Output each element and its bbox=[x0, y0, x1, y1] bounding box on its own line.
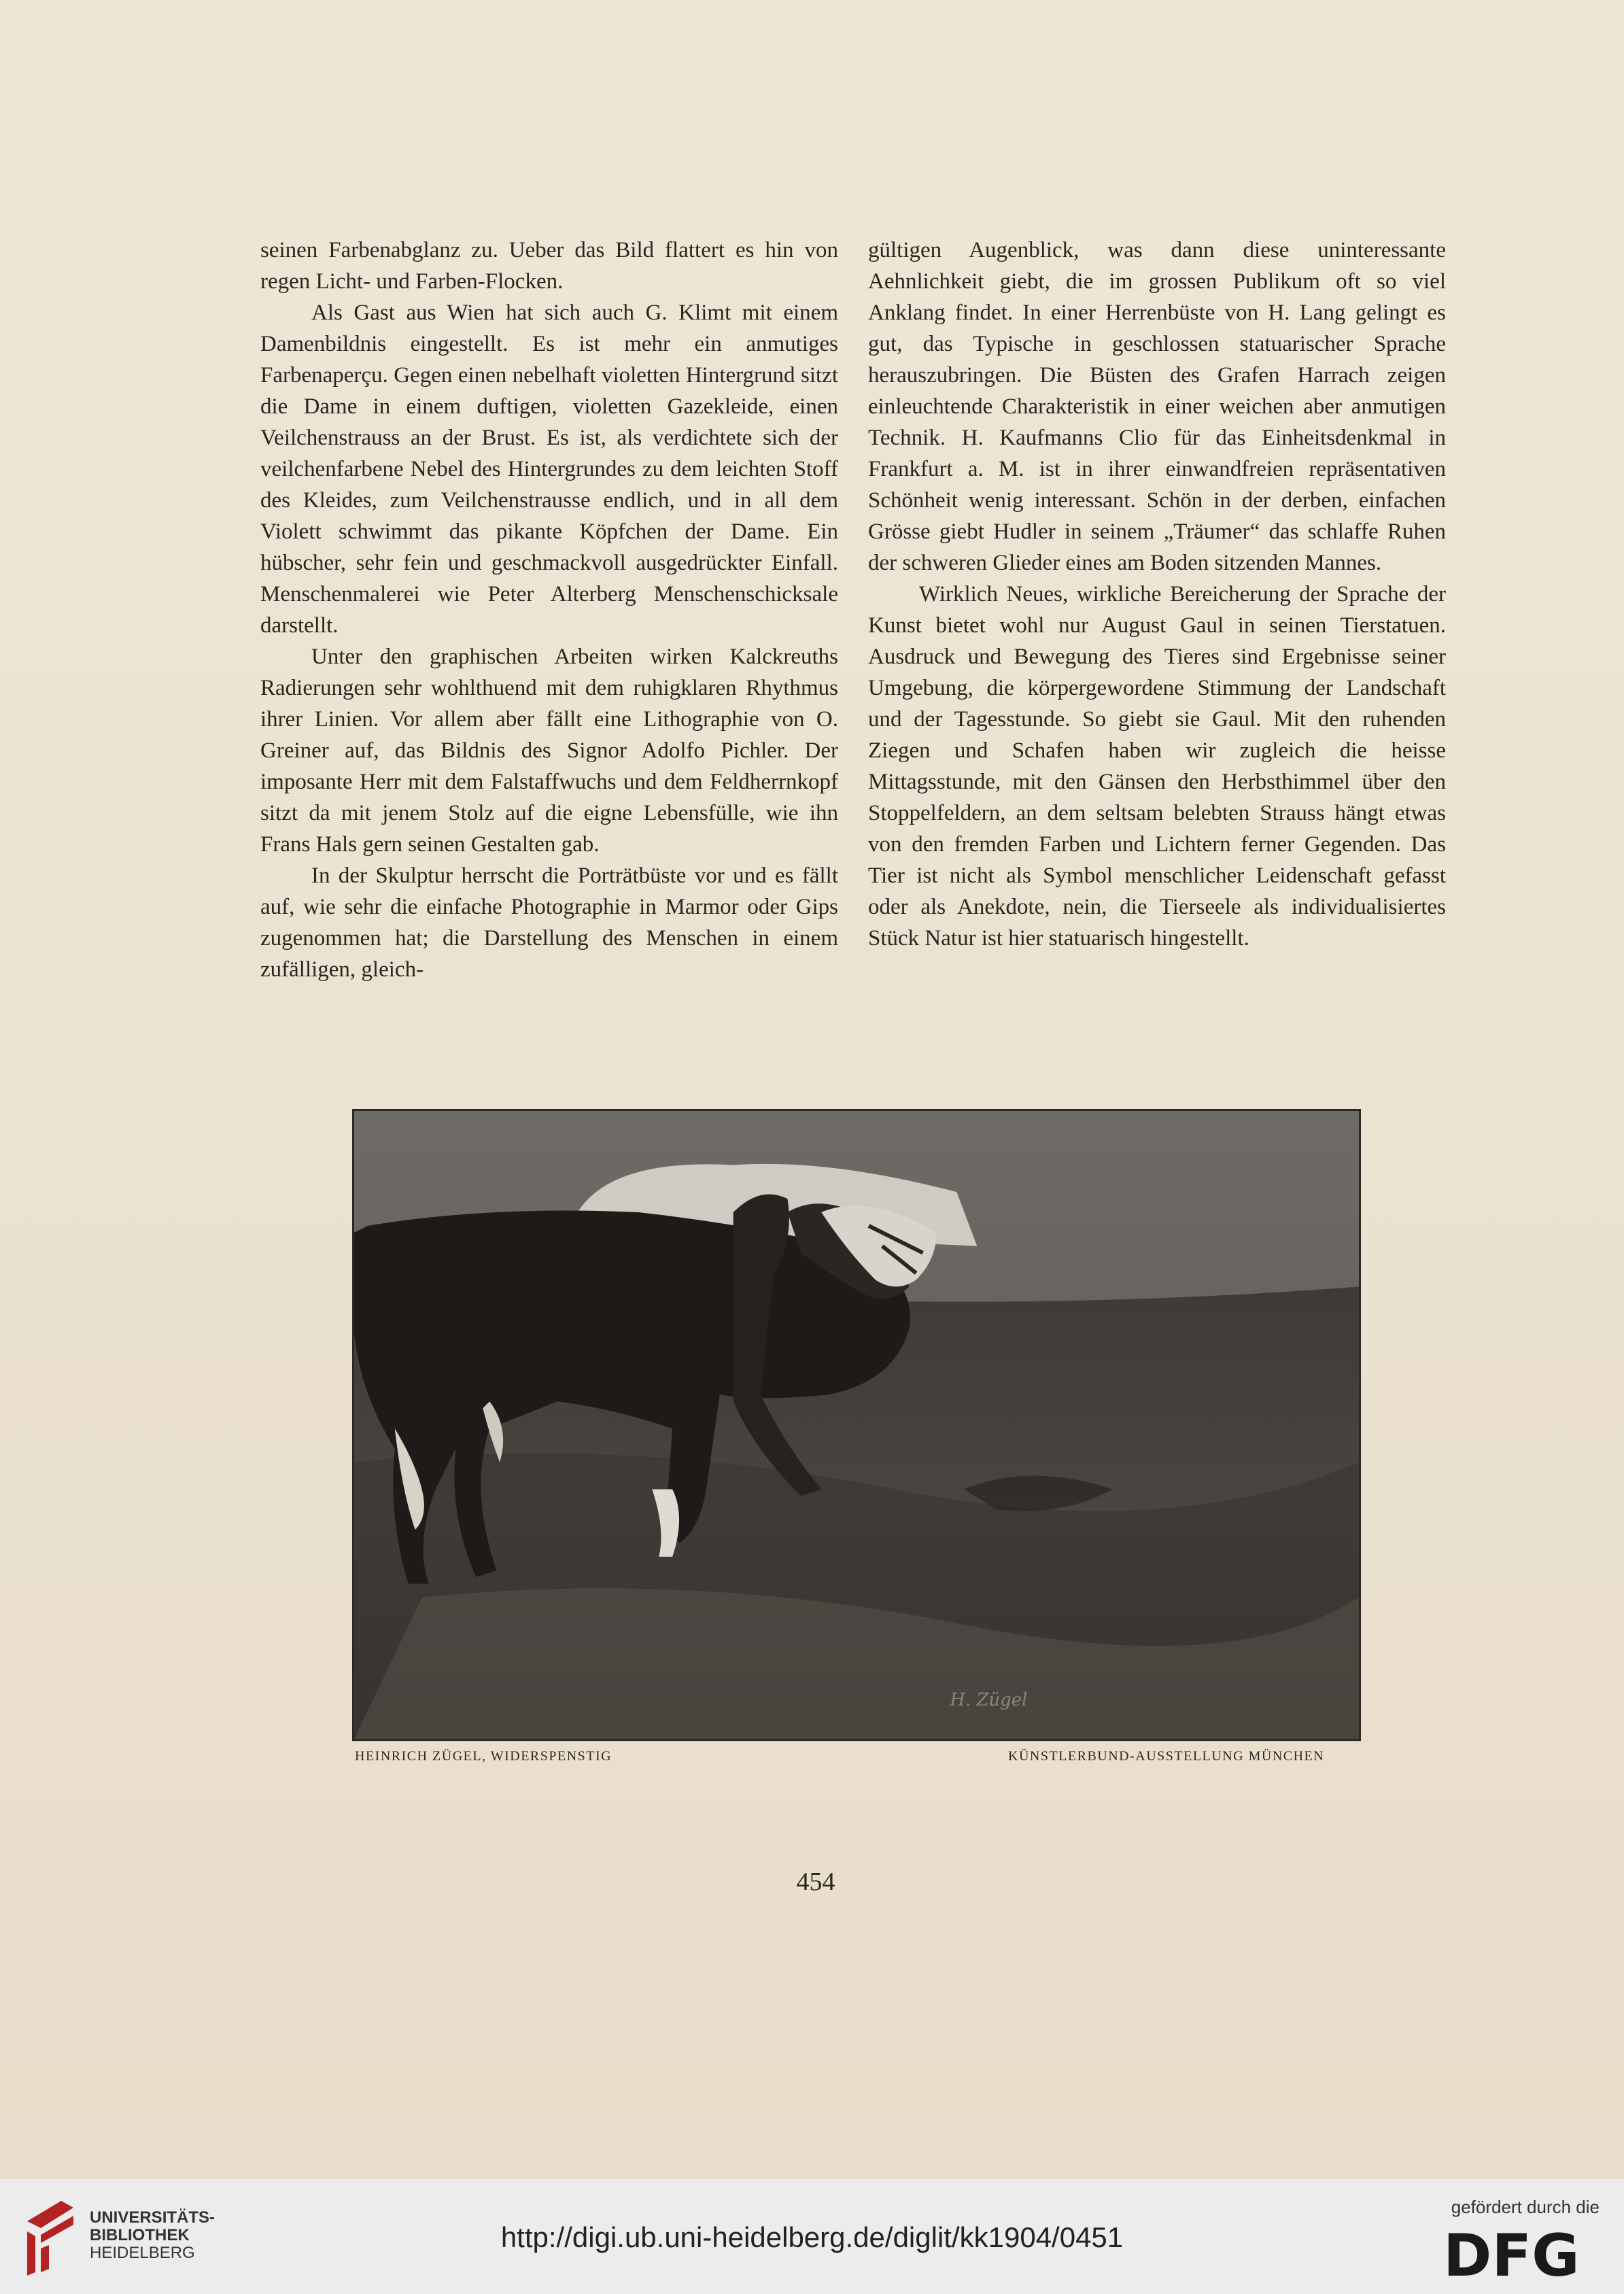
right-text-column bbox=[868, 235, 1446, 954]
funding-note: gefördert durch die bbox=[1451, 2197, 1600, 2217]
paragraph: Wirklich Neues, wirkliche Bereicherung der Sprache der Kunst bietet wohl nur August Gaul in seinen Tierstatuen. Ausdruck und Bewegung des Tieres sind Ergebnisse seiner Umgebung, die körpergewordene Stimmung der Landschaft und der Tagesstunde. So giebt sie Gaul. Mit den ruhenden Ziegen und Schafen haben wir zugleich die heisse Mittagsstunde, mit den Gänsen den Herbsthimmel über den Stoppelfeldern, an dem seltsam belebten Strauss hängt etwas von den fremden Farben und Lichtern ferner Gegenden. Das Tier ist nicht als Symbol menschlicher Leidenschaft gefasst oder als Anekdote, nein, die Tierseele als individualisiertes Stück Natur ist hier statuarisch hingestellt. bbox=[868, 582, 1446, 951]
left-text-column bbox=[260, 235, 838, 985]
page-number: 454 bbox=[796, 1868, 835, 1896]
paragraph: In der Skulptur herrscht die Porträtbüste vor und es fällt auf, wie sehr die einfache Photographie in Marmor oder Gips zugenommen hat; die Darstellung des Menschen in einem zufälligen, gleich- bbox=[260, 863, 838, 982]
dfg-logo-icon[interactable] bbox=[1443, 2227, 1600, 2281]
paragraph: Als Gast aus Wien hat sich auch G. Klimt mit einem Damenbildnis eingestellt. Es ist mehr ein anmutiges Farbenaperçu. Gegen einen nebelhaft violetten Hintergrund sitzt die Dame in einem duftigen, violetten Gazekleide, einen Veilchenstrauss an der Brust. Es ist, als verdichtete sich der veilchenfarbene Nebel des Hintergrundes zu dem leichten Stoff des Kleides, zum Veilchenstrausse endlich, und in all dem Violett schwimmt das pikante Köpfchen der Dame. Ein hübscher, sehr fein und geschmackvoll ausgedrückter Einfall. Menschenmalerei wie Peter Alterberg Menschenschicksale darstellt. bbox=[260, 301, 838, 638]
library-line: UNIVERSITÄTS- bbox=[90, 2208, 215, 2227]
dfg-logo-text: DFG bbox=[1443, 2227, 1580, 2281]
paragraph: gültigen Augenblick, was dann diese uninteressante Aehnlichkeit giebt, die im grossen Publikum oft so viel Anklang findet. In einer Herrenbüste von H. Lang gelingt es gut, das Typische in geschlossen statuarischer Sprache herauszubringen. Die Büsten des Grafen Harrach zeigen einleuchtende Charakteristik in einer weichen aber anmutigen Technik. H. Kaufmanns Clio für das Einheitsdenkmal in Frankfurt a. M. ist in ihrer einwandfreien repräsentativen Schönheit wenig interessant. Schön in der derben, einfachen Grösse giebt Hudler in seinem „Träumer“ das schlaffe Ruhen der schweren Glieder eines am Boden sitzenden Mannes. bbox=[868, 238, 1446, 575]
painter-signature: H. Zügel bbox=[950, 1690, 1028, 1711]
library-line: HEIDELBERG bbox=[90, 2244, 195, 2262]
figure-caption-artist: HEINRICH ZÜGEL, WIDERSPENSTIG bbox=[355, 1749, 612, 1764]
painting-reproduction bbox=[352, 1109, 1361, 1741]
permalink-url[interactable]: http://digi.ub.uni-heidelberg.de/diglit/kk1904/0451 bbox=[500, 2221, 1124, 2253]
figure-caption-exhibition: KÜNSTLERBUND-AUSSTELLUNG MÜNCHEN bbox=[1008, 1749, 1325, 1764]
paragraph: seinen Farbenabglanz zu. Ueber das Bild flattert es hin von regen Licht- und Farben-Flocken. bbox=[260, 238, 838, 294]
footer-bar bbox=[0, 2179, 1624, 2294]
painting-cow-and-farmer bbox=[354, 1111, 1359, 1739]
library-line: BIBLIOTHEK bbox=[90, 2226, 190, 2244]
paragraph: Unter den graphischen Arbeiten wirken Kalckreuths Radierungen sehr wohlthuend mit dem ruhigklaren Rhythmus ihrer Linien. Vor allem aber fällt eine Lithographie von O. Greiner auf, das Bildnis des Signor Adolfo Pichler. Der imposante Herr mit dem Falstaffwuchs und dem Feldherrnkopf sitzt da mit jenem Stolz auf die eigne Lebensfülle, wie ihn Frans Hals gern seinen Gestalten gab. bbox=[260, 645, 838, 857]
